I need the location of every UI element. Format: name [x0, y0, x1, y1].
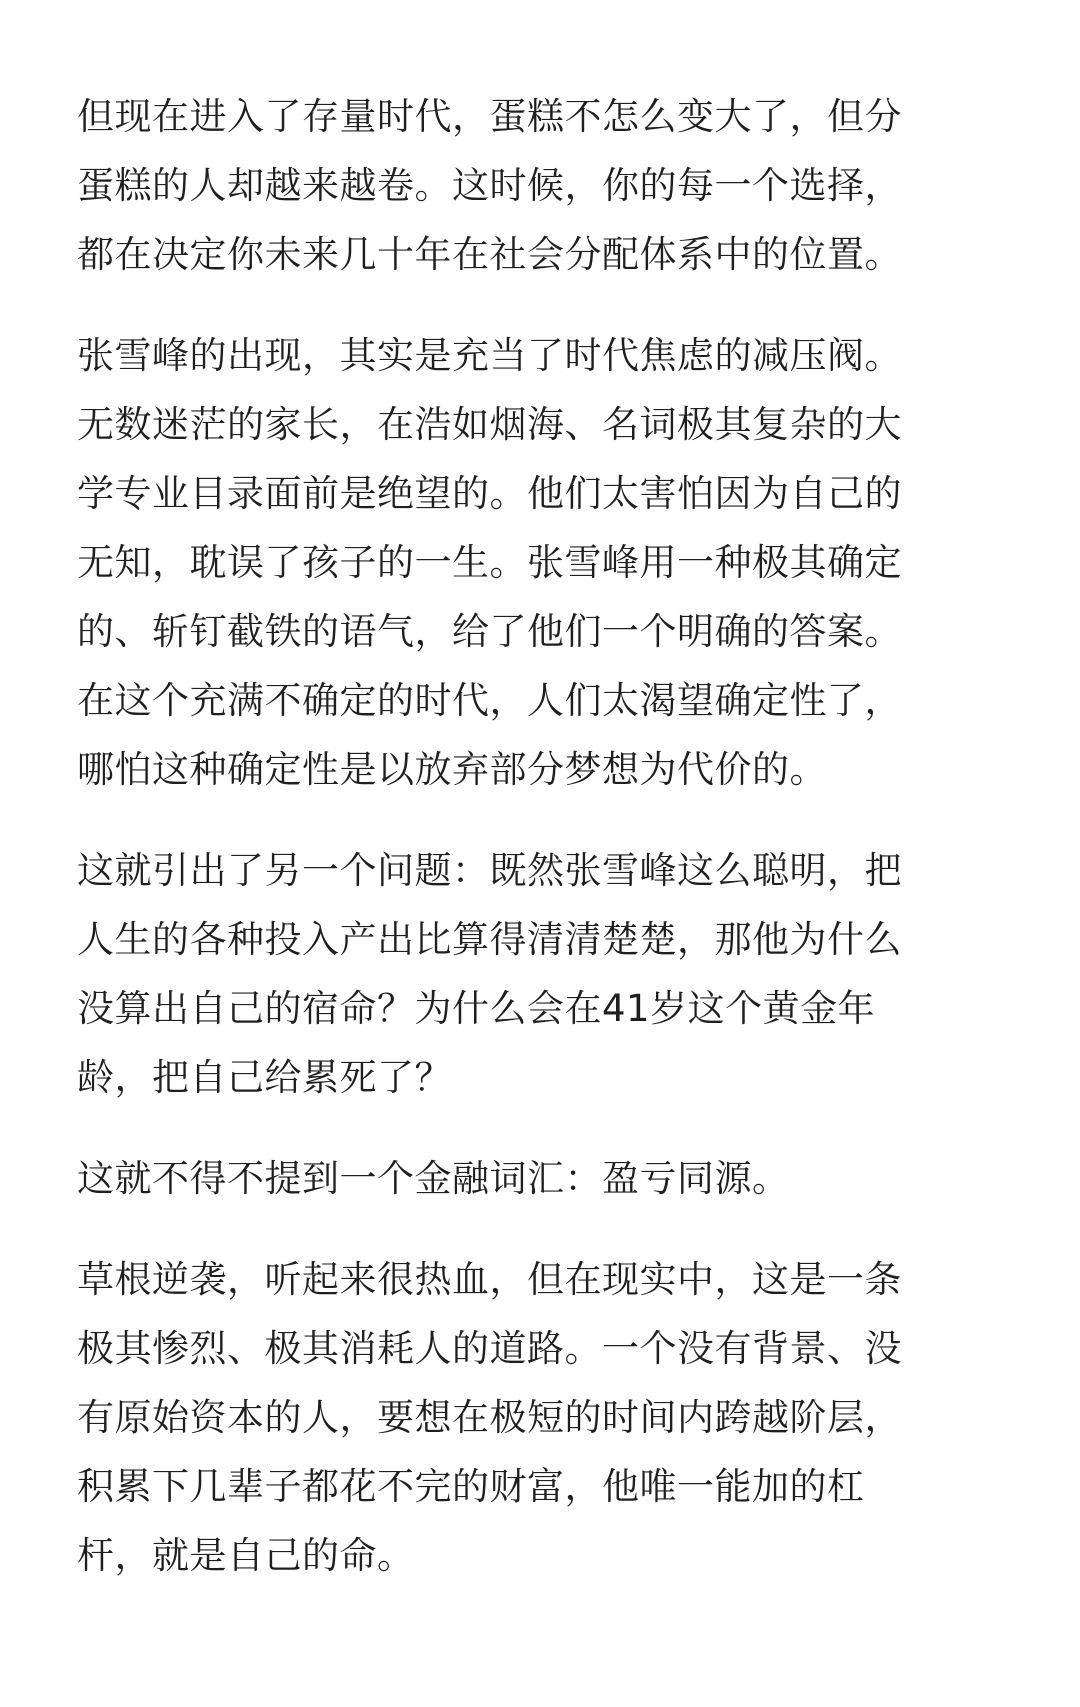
text-line: 这就不得不提到一个金融词汇：盈亏同源。 [77, 1157, 790, 1200]
text-line: 极其惨烈、极其消耗人的道路。一个没有背景、没 [77, 1327, 902, 1370]
paragraph-2 [77, 321, 1005, 804]
paragraph-4 [77, 1144, 1005, 1213]
text-line: 但现在进入了存量时代，蛋糕不怎么变大了，但分 [77, 95, 902, 138]
text-line: 有原始资本的人，要想在极短的时间内跨越阶层， [77, 1396, 902, 1439]
text-line: 哪怕这种确定性是以放弃部分梦想为代价的。 [77, 748, 827, 791]
text-line: 张雪峰的出现，其实是充当了时代焦虑的减压阀。 [77, 334, 902, 377]
text-line: 都在决定你未来几十年在社会分配体系中的位置。 [77, 233, 902, 276]
text-line: 龄，把自己给累死了？ [77, 1056, 452, 1099]
text-line: 草根逆袭，听起来很热血，但在现实中，这是一条 [77, 1258, 902, 1301]
text-line: 在这个充满不确定的时代，人们太渴望确定性了， [77, 679, 902, 722]
text-line: 的、斩钉截铁的语气，给了他们一个明确的答案。 [77, 610, 902, 653]
text-line: 学专业目录面前是绝望的。他们太害怕因为自己的 [77, 472, 902, 515]
text-line: 无知，耽误了孩子的一生。张雪峰用一种极其确定 [77, 541, 902, 584]
paragraph-5 [77, 1245, 1005, 1590]
text-line: 人生的各种投入产出比算得清清楚楚，那他为什么 [77, 918, 902, 961]
text-line: 没算出自己的宿命？为什么会在41岁这个黄金年 [77, 987, 876, 1030]
paragraph-1 [77, 82, 1005, 289]
paragraph-3 [77, 836, 1005, 1112]
text-line: 这就引出了另一个问题：既然张雪峰这么聪明，把 [77, 849, 902, 892]
text-line: 蛋糕的人却越来越卷。这时候，你的每一个选择， [77, 164, 902, 207]
text-line: 积累下几辈子都花不完的财富，他唯一能加的杠 [77, 1465, 865, 1508]
text-line: 杆，就是自己的命。 [77, 1534, 415, 1577]
text-line: 无数迷茫的家长，在浩如烟海、名词极其复杂的大 [77, 403, 902, 446]
article-body [77, 82, 1005, 1622]
